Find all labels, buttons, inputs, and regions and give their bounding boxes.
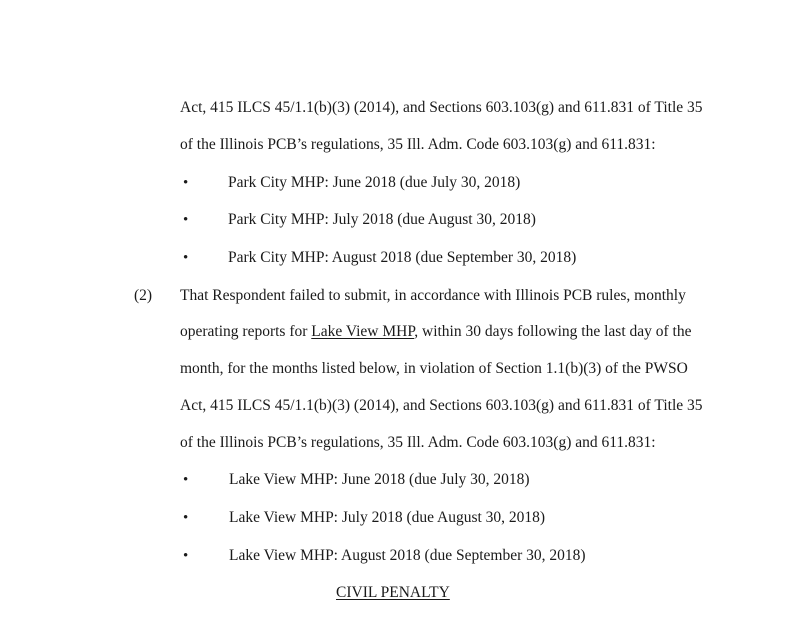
paragraph-line: Act, 415 ILCS 45/1.1(b)(3) (2014), and Sections 603.103(g) and 611.831 of Title 35 [180,397,703,414]
list-item: Park City MHP: July 2018 (due August 30, 2018) [228,211,536,228]
bullet-icon: • [183,548,189,564]
paragraph-line: of the Illinois PCB’s regulations, 35 Ill. Adm. Code 603.103(g) and 611.831: [180,136,656,153]
bullet-icon: • [183,472,189,488]
paragraph-text: operating reports for [180,323,312,340]
bullet-icon: • [183,250,189,266]
list-item: Park City MHP: August 2018 (due September 30, 2018) [228,249,577,266]
list-item: Lake View MHP: July 2018 (due August 30, 2018) [229,509,546,526]
item-number: (2) [134,287,153,304]
bullet-icon: • [183,212,189,228]
section-heading: CIVIL PENALTY [336,584,450,601]
list-item: Park City MHP: June 2018 (due July 30, 2018) [228,174,521,191]
bullet-icon: • [183,510,189,526]
bullet-icon: • [183,175,189,191]
paragraph-text: , within 30 days following the last day of the [414,323,692,340]
paragraph-line: month, for the months listed below, in violation of Section 1.1(b)(3) of the PWSO [180,360,688,377]
paragraph-line: of the Illinois PCB’s regulations, 35 Ill. Adm. Code 603.103(g) and 611.831: [180,434,656,451]
paragraph-line: Act, 415 ILCS 45/1.1(b)(3) (2014), and Sections 603.103(g) and 611.831 of Title 35 [180,99,703,116]
list-item: Lake View MHP: August 2018 (due September 30, 2018) [229,547,586,564]
paragraph-line [180,322,692,342]
lake-view-mhp-underlined: Lake View MHP [311,323,415,340]
list-item: Lake View MHP: June 2018 (due July 30, 2018) [229,471,530,488]
paragraph-line: That Respondent failed to submit, in accordance with Illinois PCB rules, monthly [180,287,686,304]
